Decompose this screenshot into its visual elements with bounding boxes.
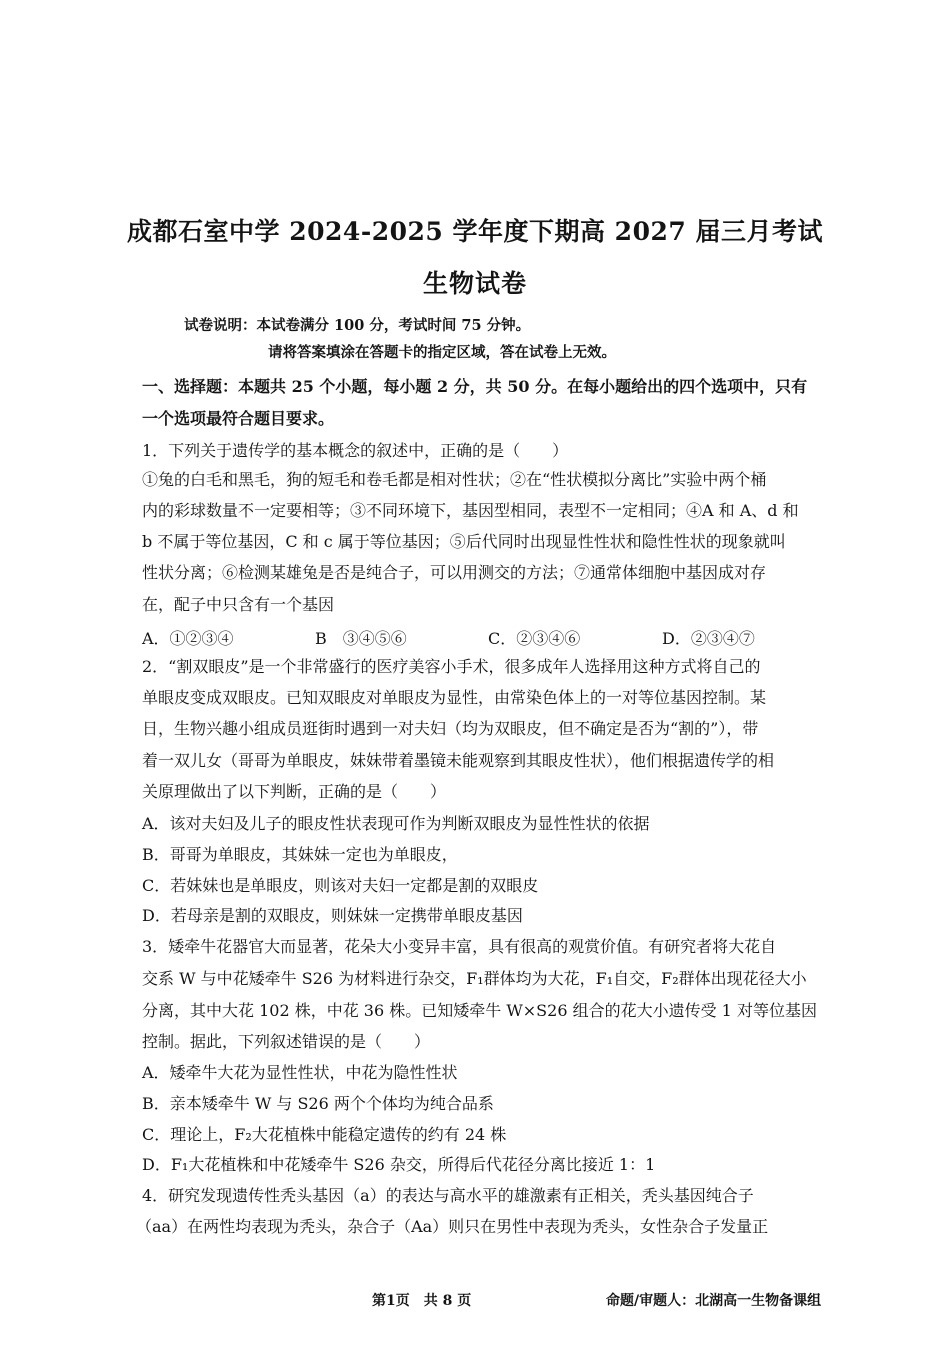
q2-body-line: 关原理做出了以下判断，正确的是（ ） <box>142 782 447 801</box>
q2-option-d: D．若母亲是割的双眼皮，则妹妹一定携带单眼皮基因 <box>142 906 523 925</box>
q3-body-line: 控制。据此，下列叙述错误的是（ ） <box>142 1032 431 1051</box>
q2-option-a: A．该对夫妇及儿子的眼皮性状表现可作为判断双眼皮为显性性状的依据 <box>142 814 650 833</box>
q2-body-line: 着一双儿女（哥哥为单眼皮，妹妹带着墨镜未能观察到其眼皮性状），他们根据遗传学的相 <box>142 751 775 770</box>
q2-option-c: C．若妹妹也是单眼皮，则该对夫妇一定都是割的双眼皮 <box>142 876 539 895</box>
q3-body-line: 交系 W 与中花矮牵牛 S26 为材料进行杂交，F₁群体均为大花，F₁自交，F₂群体出现花径大小 <box>142 969 807 988</box>
page-number: 第1页 共 8 页 <box>372 1293 472 1309</box>
q3-body-line: 3．矮牵牛花器官大而显著，花朵大小变异丰富，具有很高的观赏价值。有研究者将大花自 <box>142 937 777 956</box>
q1-option-d: D．②③④⑦ <box>662 629 755 648</box>
exam-subtitle: 生物试卷 <box>422 269 527 298</box>
section-heading-line-2: 一个选项最符合题目要求。 <box>142 409 335 428</box>
q3-option-c: C．理论上，F₂大花植株中能稳定遗传的约有 24 株 <box>142 1125 507 1144</box>
author-credit: 命题/审题人：北湖高一生物备课组 <box>606 1293 822 1309</box>
q1-options <box>142 626 842 648</box>
q1-option-c: C．②③④⑥ <box>488 629 581 648</box>
q1-body-line: 内的彩球数量不一定要相等；③不同环境下，基因型相同，表型不一定相同；④A 和 A、d 和 <box>142 501 799 520</box>
q3-option-d: D．F₁大花植株和中花矮牵牛 S26 杂交，所得后代花径分离比接近 1：1 <box>142 1155 656 1174</box>
q4-body-line: （aa）在两性均表现为秃头，杂合子（Aa）则只在男性中表现为秃头，女性杂合子发量正 <box>136 1217 769 1236</box>
q1-body-line: 在，配子中只含有一个基因 <box>142 595 335 614</box>
instruction-line-1: 试卷说明：本试卷满分 100 分，考试时间 75 分钟。 <box>184 317 531 334</box>
q3-option-b: B．亲本矮牵牛 W 与 S26 两个个体均为纯合品系 <box>142 1094 494 1113</box>
q2-body-line: 2．“割双眼皮”是一个非常盛行的医疗美容小手术，很多成年人选择用这种方式将自己的 <box>142 657 761 676</box>
q2-body-line: 单眼皮变成双眼皮。已知双眼皮对单眼皮为显性，由常染色体上的一对等位基因控制。某 <box>142 688 767 707</box>
exam-title: 成都石室中学 2024-2025 学年度下期高 2027 届三月考试 <box>127 217 823 246</box>
instruction-line-2: 请将答案填涂在答题卡的指定区域，答在试卷上无效。 <box>268 344 616 361</box>
q1-stem: 1．下列关于遗传学的基本概念的叙述中，正确的是（ ） <box>142 441 569 460</box>
q3-body-line: 分离，其中大花 102 株，中花 36 株。已知矮牵牛 W×S26 组合的花大小遗传受 1 对等位基因 <box>142 1001 817 1020</box>
q1-body-line: 性状分离；⑥检测某雄兔是否是纯合子，可以用测交的方法；⑦通常体细胞中基因成对存 <box>142 563 767 582</box>
q2-option-b: B．哥哥为单眼皮，其妹妹一定也为单眼皮， <box>142 845 458 864</box>
section-heading-line-1: 一、选择题：本题共 25 个小题，每小题 2 分，共 50 分。在每小题给出的四个选项中，只有 <box>142 377 808 396</box>
q1-option-a: A．①②③④ <box>142 629 234 648</box>
q3-option-a: A．矮牵牛大花为显性性状，中花为隐性性状 <box>142 1063 458 1082</box>
q1-body-line: b 不属于等位基因，C 和 c 属于等位基因；⑤后代同时出现显性性状和隐性性状的现象就叫 <box>142 532 786 551</box>
q2-body-line: 日，生物兴趣小组成员逛街时遇到一对夫妇（均为双眼皮，但不确定是否为“割的”），带 <box>142 719 759 738</box>
q4-body-line: 4．研究发现遗传性秃头基因（a）的表达与高水平的雄激素有正相关，秃头基因纯合子 <box>142 1186 754 1205</box>
q1-option-b: B ③④⑤⑥ <box>315 629 407 648</box>
q1-body-line: ①兔的白毛和黑毛，狗的短毛和卷毛都是相对性状；②在“性状模拟分离比”实验中两个桶 <box>142 470 767 489</box>
